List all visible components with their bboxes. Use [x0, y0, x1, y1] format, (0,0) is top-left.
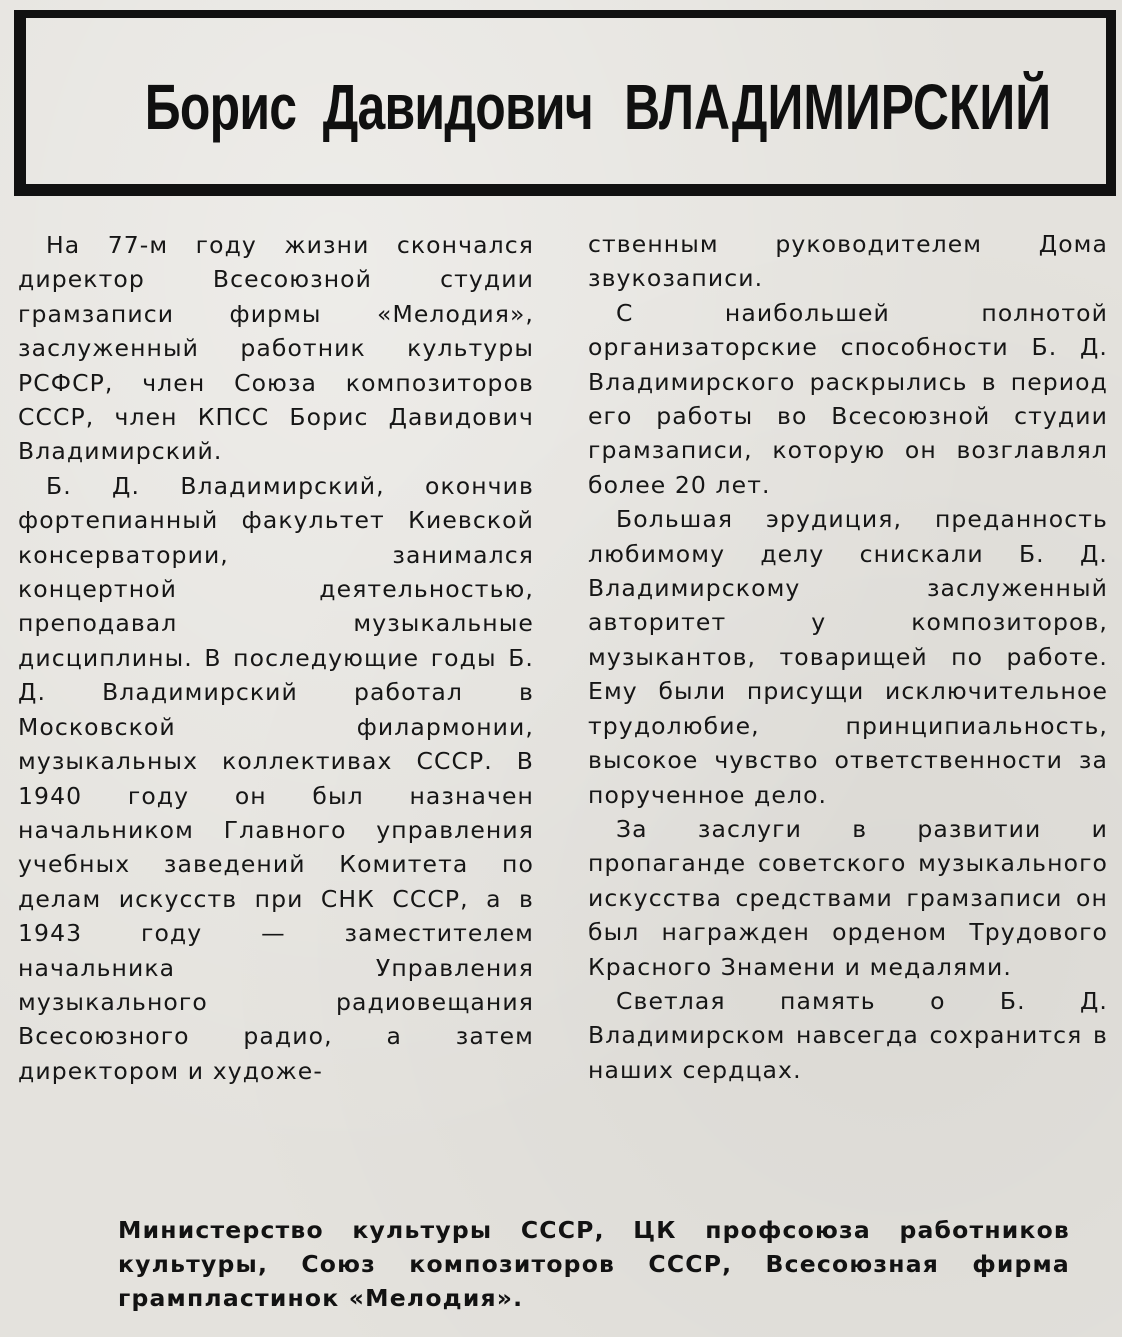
right-paragraph-1: ственным руководителем Дома звукозаписи.	[588, 230, 1108, 293]
right-paragraph-3: Большая эрудиция, преданность любимому делу снискали Б. Д. Владимирскому заслуженный авторитет у композиторов, музыкантов, товарищей по работе. Ему были присущи исключительное трудолюбие, принципиальность, высокое чувство ответственности за порученное дело.	[588, 505, 1108, 809]
title-first-name: Борис	[144, 71, 297, 143]
right-paragraph-2: С наибольшей полнотой организаторские способности Б. Д. Владимирского раскрылись в период его работы во Всесоюзной студии грамзаписи, которую он возглавлял более 20 лет.	[588, 298, 1108, 499]
signature-block: Министерство культуры СССР, ЦК профсоюза работников культуры, Союз композиторов СССР, Всесоюзная фирма грампластинок «Мелодия».	[118, 1216, 1070, 1312]
left-column	[18, 228, 534, 1088]
title-patronymic: Давидович	[322, 71, 593, 143]
left-paragraph-1: На 77-м году жизни скончался директор Всесоюзной студии грамзаписи фирмы «Мелодия», заслуженный работник культуры РСФСР, член Союза композиторов СССР, член КПСС Борис Давидович Владимирский.	[18, 231, 534, 466]
right-paragraph-5: Светлая память о Б. Д. Владимирском навсегда сохранится в наших сердцах.	[588, 986, 1108, 1084]
title-frame	[14, 10, 1116, 196]
left-paragraph-2: Б. Д. Владимирский, окончив фортепианный факультет Киевской консерватории, занимался концертной деятельностью, преподавал музыкальные дисциплины. В последующие годы Б. Д. Владимирский работал в Московской филармонии, музыкальных коллективах СССР. В 1940 году он был назначен начальником Главного управления учебных заведений Комитета по делам искусств при СНК СССР, а в 1943 году — заместителем начальника Управления музыкального радиовещания Всесоюзного радио, а затем директором и художе-	[18, 471, 534, 1085]
obituary-title	[144, 70, 1052, 144]
right-column	[588, 227, 1108, 1087]
title-surname: ВЛАДИМИРСКИЙ	[624, 71, 1052, 143]
right-paragraph-4: За заслуги в развитии и пропаганде советского музыкального искусства средствами грамзаписи он был награжден орденом Трудового Красного Знамени и медалями.	[588, 814, 1108, 981]
